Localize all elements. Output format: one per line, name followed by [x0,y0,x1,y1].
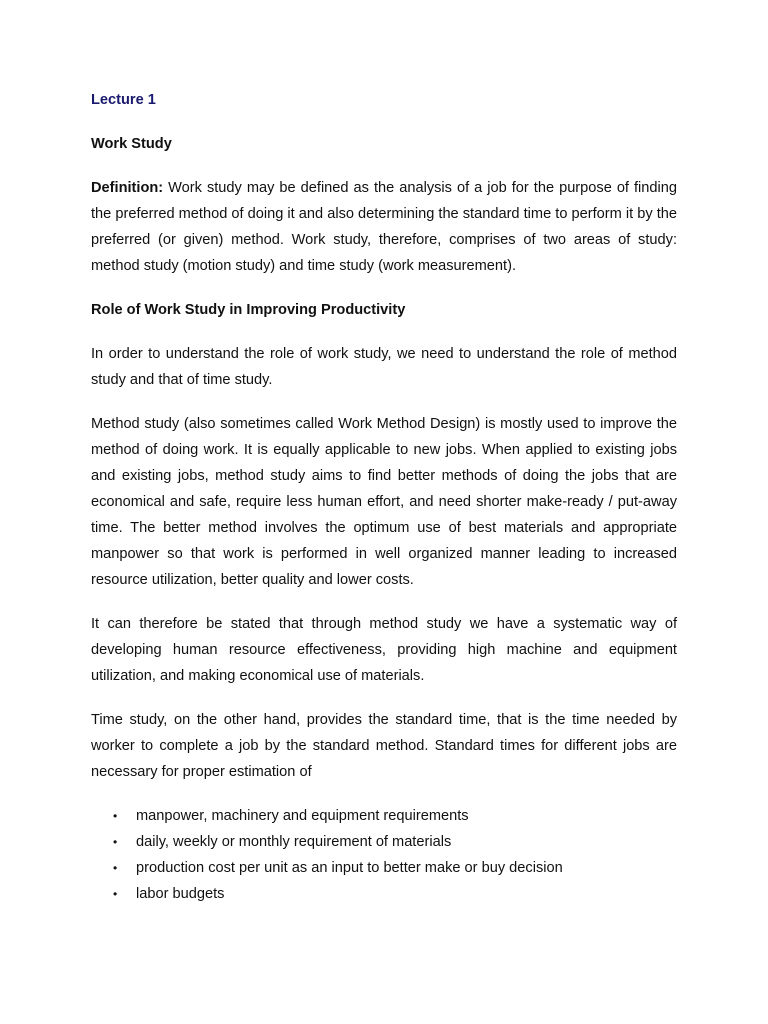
list-item-text: manpower, machinery and equipment requirements [136,808,469,824]
list-item-text: daily, weekly or monthly requirement of materials [136,834,452,850]
definition-label: Definition: [91,180,164,196]
paragraph-method-study: Method study (also sometimes called Work Method Design) is mostly used to improve the method of doing work. It is equally applicable to new jobs. When applied to existing jobs and existing jobs, method study aims to find better methods of doing the jobs that are economical and safe, require less human effort, and need shorter make-ready / put-away time. The better method involves the optimum use of best materials and appropriate manpower so that work is performed in well organized manner leading to increased resource utilization, better quality and lower costs. [91,416,677,588]
bullet-icon: • [113,809,118,823]
paragraph-systematic-way: It can therefore be stated that through method study we have a systematic way of developing human resource effectiveness, providing high machine and equipment utilization, and making economical use of materials. [91,616,677,684]
estimation-list [91,803,677,907]
role-heading: Role of Work Study in Improving Productivity [91,302,406,318]
paragraph-intro: In order to understand the role of work study, we need to understand the role of method study and that of time study. [91,346,677,388]
definition-text: Work study may be defined as the analysis of a job for the purpose of finding the preferred method of doing it and also determining the standard time to perform it by the preferred (or given) method. Work study, therefore, comprises of two areas of study: method study (motion study) and time study (work measurement). [91,180,677,274]
list-item [91,855,677,881]
list-item-text: labor budgets [136,886,225,902]
list-item-text: production cost per unit as an input to better make or buy decision [136,860,563,876]
list-item [91,803,677,829]
bullet-icon: • [113,861,118,875]
list-item [91,829,677,855]
paragraph-time-study: Time study, on the other hand, provides the standard time, that is the time needed by worker to complete a job by the standard method. Standard times for different jobs are necessary for proper estimation of [91,712,677,780]
bullet-icon: • [113,835,118,849]
list-item [91,881,677,907]
lecture-title: Lecture 1 [91,92,156,108]
document-page [91,87,677,907]
section-title: Work Study [91,136,172,152]
bullet-icon: • [113,887,118,901]
definition-paragraph [91,175,677,279]
